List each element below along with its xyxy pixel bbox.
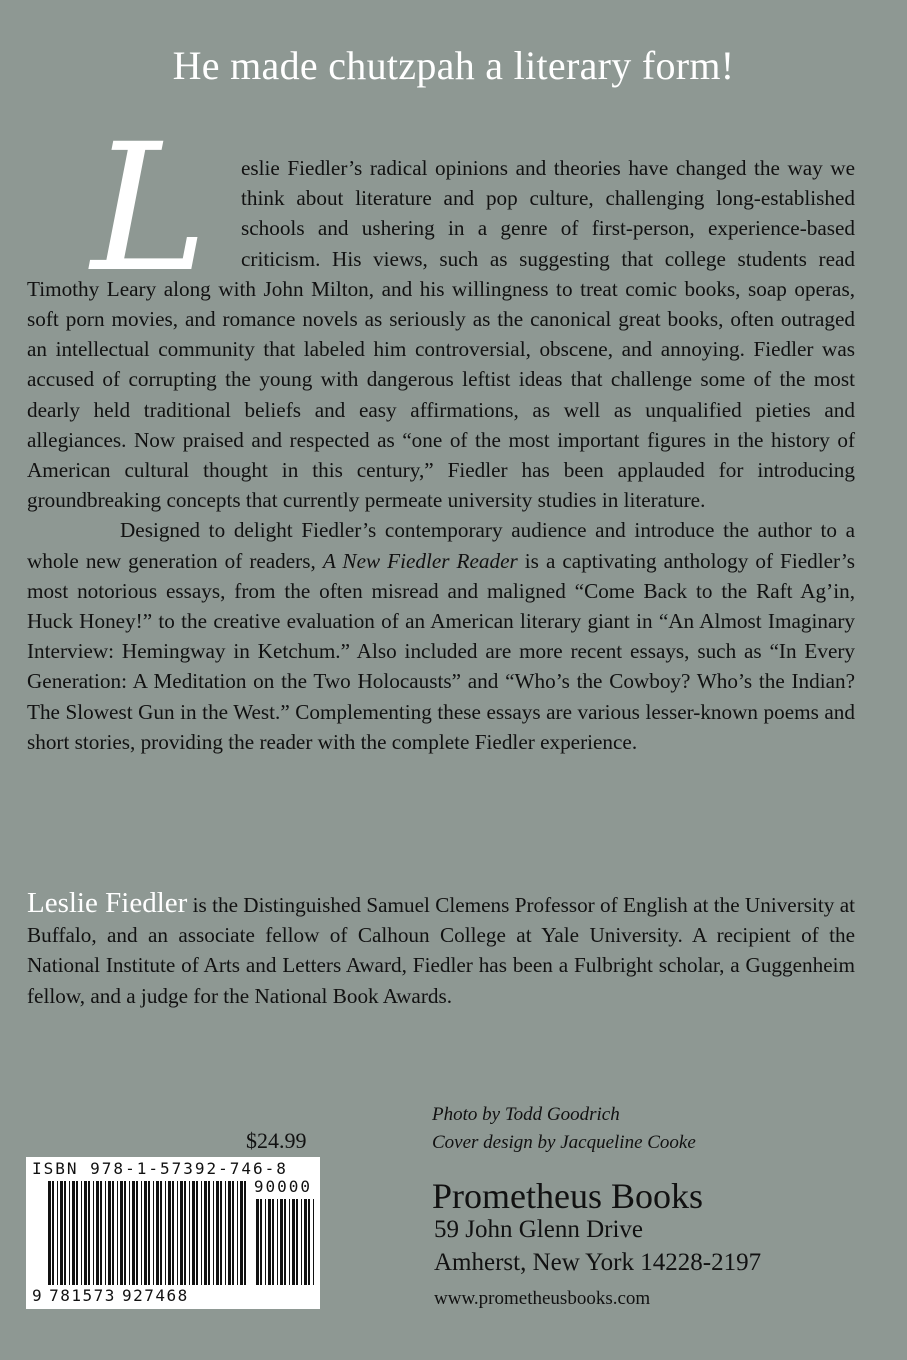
publisher-address [434,1213,761,1279]
photo-credit: Photo by Todd Goodrich [432,1104,620,1125]
blurb-paragraph-2-end: is a captivating anthology of Fiedler’s most notorious essays, from the often misread and maligned “Come Back to the Raft Ag’in, Huck Honey!” to the creative evaluation of an American literary giant in “An Almost Imaginary Interview: Hemingway in Ketchum.” Also included are more recent essays, such as “In Every Generation: A Meditation on the Two Holocausts” and “Who’s the Cowboy? Who’s the Indian? The Slowest Gun in the West.” Complementing these essays are various lesser-known poems and short stories, providing the reader with the complete Fiedler experience. [27,548,855,754]
address-line-2: Amherst, New York 14228-2197 [434,1249,762,1276]
barcode-addon: 90000 [253,1177,312,1196]
credits [432,1101,696,1157]
publisher-website: www.prometheusbooks.com [434,1288,651,1309]
blurb-paragraph-1-text: eslie Fiedler’s radical opinions and theories have changed the way we think about literature and pop culture, challenging long-established schools and ushering in a genre of first-person, experience-based criticism. His views, such as suggesting that college students read Timothy Leary along with John Milton, and his willingness to treat comic books, soap operas, soft porn movies, and romance novels as seriously as the canonical great books, often outraged an intellectual community that labeled him controversial, obscene, and annoying. Fiedler was accused of corrupting the young with dangerous leftist ideas that challenge some of the most dearly held traditional beliefs and easy affirmations, as well as unqualified pieties and allegiances. Now praised and respected as “one of the most important figures in the history of American cultural thought in this century,” Fiedler has been applauded for introducing groundbreaking concepts that currently permeate university studies in literature. [27,156,855,513]
barcode-digits [32,1286,189,1305]
barcode [26,1157,320,1309]
barcode-digit-group-2: 927468 [121,1286,189,1305]
blurb-paragraph-2-start: Designed to delight Fiedler’s contemporary audience and introduce the author to a whole new generation of readers, [27,518,855,573]
book-title: A New Fiedler Reader [322,548,518,573]
price: $24.99 [246,1128,307,1153]
barcode-digit-group-1: 781573 [49,1286,116,1305]
blurb-paragraph-2 [27,515,855,757]
design-credit: Cover design by Jacqueline Cooke [432,1132,696,1153]
author-bio-text: is the Distinguished Samuel Clemens Professor of English at the University at Buffalo, and an associate fellow of Calhoun College at Yale University. A recipient of the National Institute of Arts and Letters Award, Fiedler has been a Fulbright scholar, a Guggenheim fellow, and a judge for the National Book Awards. [27,893,855,1008]
publisher-name: Prometheus Books [432,1176,704,1216]
blurb [27,106,855,757]
barcode-digit-first: 9 [32,1286,44,1305]
author-name: Leslie Fiedler [27,887,188,919]
isbn-label: ISBN 978-1-57392-746-8 [32,1159,288,1178]
blurb-paragraph-1 [27,106,855,515]
headline: He made chutzpah a literary form! [172,43,735,88]
author-bio [27,888,855,1011]
address-line-1: 59 John Glenn Drive [434,1216,643,1243]
drop-cap: L [91,106,208,311]
